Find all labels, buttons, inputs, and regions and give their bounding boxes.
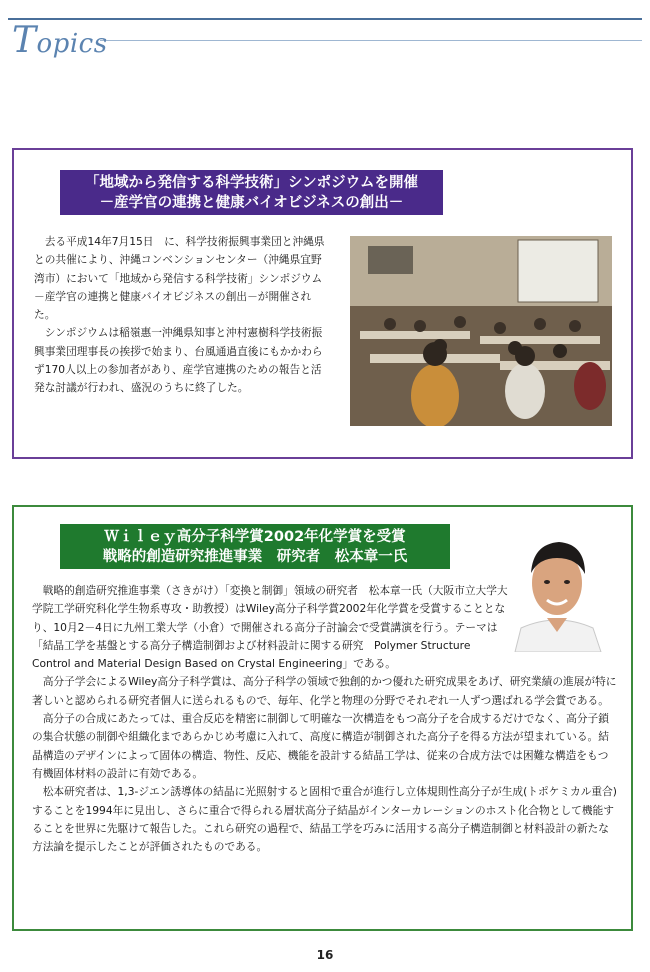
paragraph: 戦略的創造研究推進事業（さきがけ）「変換と制御」領域の研究者 松本章一氏（大阪市立大学大学院工学研究科化学生物系専攻・助教授）はWiley高分子科学賞2002年化学賞を受賞することとなり、10月2－4日に九州工業大学（小倉）で開催される高分子討論会で受賞講演を行う。テーマは「結晶工学を基盤とする高分子構造制御および材料設計に関する研究 Polymer Structure Control and Material Design Based on Crystal Engineering」である。	[32, 584, 508, 671]
banner-subtitle: 戦略的創造研究推進事業 研究者 松本章一氏	[102, 549, 408, 565]
article-symposium	[12, 148, 633, 459]
section-title-rest: opics	[36, 29, 108, 59]
article-symposium-body	[34, 233, 332, 398]
paragraph: 高分子の合成にあたっては、重合反応を精密に制御して明確な一次構造をもつ高分子を合成するだけでなく、高分子鎖の集合状態の制御や組織化まであらかじめ考慮に入れて、高度に構造が制御された高分子を得る方法が望まれている。結晶構造のデザインによって固体の構造、物性、反応、機能を設計する結晶工学は、従来の合成方法では困難な構造をもつ有機固体材料の設計に有効である。	[32, 712, 609, 780]
article-wiley-body	[32, 582, 618, 856]
article-wiley-award	[12, 505, 633, 931]
section-title	[12, 20, 108, 61]
banner-subtitle: －産学官の連携と健康バイオビジネスの創出－	[99, 195, 404, 211]
paragraph: 高分子学会によるWiley高分子科学賞は、高分子科学の領域で独創的かつ優れた研究成果をあげ、研究業績の進展が特に著しいと認められる研究者個人に送られるもので、毎年、化学と物理の分野でそれぞれ一人ずつ選ばれる学会賞である。	[32, 675, 617, 707]
banner-title: 「地域から発信する科学技術」シンポジウムを開催	[85, 175, 418, 191]
paragraph: 去る平成14年7月15日 に、科学技術振興事業団と沖縄県との共催により、沖縄コンベンションセンター（沖縄県宜野湾市）において「地域から発信する科学技術」シンポジウム－産学官の連携と健康バイオビジネスの創出－が開催された。	[34, 235, 325, 322]
banner-title: Ｗｉｌｅｙ高分子科学賞2002年化学賞を受賞	[104, 529, 406, 545]
article-wiley-banner	[60, 524, 450, 569]
article-symposium-banner	[60, 170, 443, 215]
paragraph: シンポジウムは稲嶺惠一沖縄県知事と沖村憲樹科学技術振興事業団理事長の挨拶で始まり、台風通過直後にもかかわらず170人以上の参加者があり、産学官連携のための報告と活発な討議が行われ、盛況のうちに終了した。	[34, 326, 323, 395]
header-subrule	[100, 40, 642, 41]
paragraph: 松本研究者は、1,3-ジエン誘導体の結晶に光照射すると固相で重合が進行し立体規則性高分子が生成(トポケミカル重合)することを1994年に見出し、さらに重合で得られる層状高分子結晶がインターカレーションのホスト化合物として機能することを世界に先駆けて報告した。これら研究の過程で、結晶工学を巧みに活用する高分子構造制御と材料設計の新たな方法論を提示したことが評価されたものである。	[32, 785, 617, 854]
page-number: 16	[316, 948, 334, 962]
section-title-initial: T	[12, 20, 37, 61]
symposium-photo	[350, 236, 612, 426]
